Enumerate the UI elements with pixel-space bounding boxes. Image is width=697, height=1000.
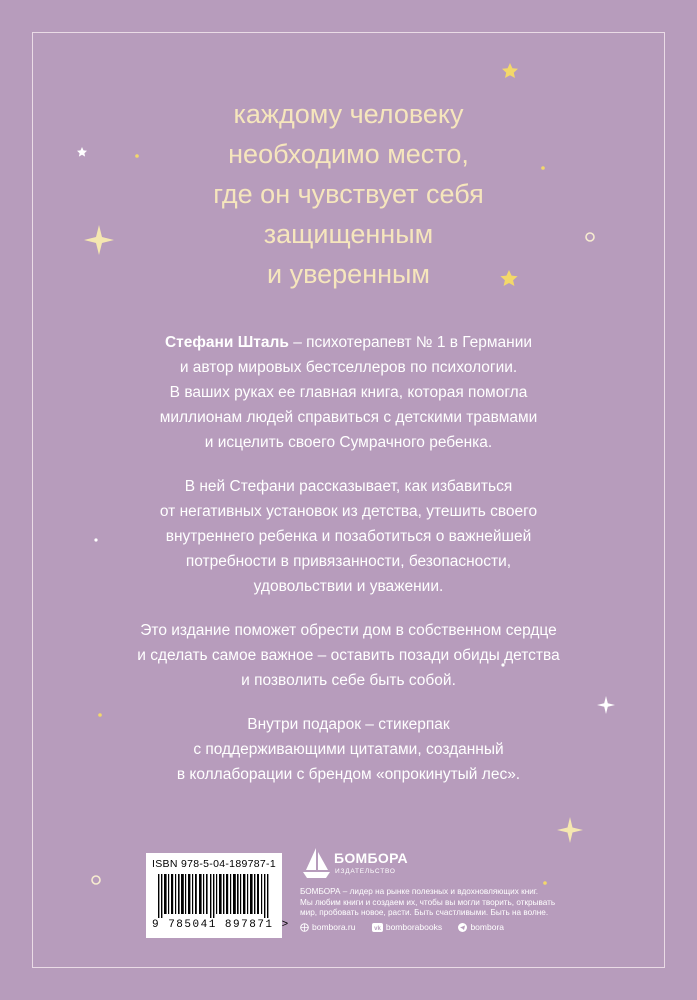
svg-text:vk: vk <box>374 925 381 932</box>
paragraph-line: удовольствии и уважении. <box>253 578 444 595</box>
gift-paragraph <box>0 712 697 787</box>
paragraph-line: и позволить себе быть собой. <box>241 672 456 689</box>
paragraph-line: с поддерживающими цитатами, созданный <box>193 741 504 758</box>
social-telegram <box>458 922 504 932</box>
publisher-name: БОМБОРА <box>334 850 408 866</box>
dot-icon <box>543 881 547 885</box>
tagline-line: защищенным <box>263 219 434 249</box>
star-icon <box>502 63 518 78</box>
paragraph-line: и автор мировых бестселлеров по психологии. <box>179 359 518 376</box>
bombora-ship-icon <box>300 846 332 880</box>
vk-icon <box>372 923 383 932</box>
social-label: bomborabooks <box>385 922 443 932</box>
publisher-socials <box>300 922 518 934</box>
tagline-line: где он чувствует себя <box>213 179 484 209</box>
tagline-line: и уверенным <box>267 259 430 289</box>
barcode-bars <box>152 874 276 918</box>
globe-icon <box>300 923 309 932</box>
publisher-subtitle: ИЗДАТЕЛЬСТВО <box>335 868 396 875</box>
telegram-icon <box>458 923 467 932</box>
tagline-line: каждому человеку <box>233 99 464 129</box>
paragraph-line: миллионам людей справиться с детскими травмами <box>159 409 538 426</box>
tagline <box>0 94 697 294</box>
social-label: bombora <box>470 922 505 932</box>
publisher-description <box>300 887 600 919</box>
author-paragraph <box>0 330 697 455</box>
isbn-label: ISBN 978-5-04-189787-1 <box>152 858 276 870</box>
paragraph-line: в коллаборации с брендом «опрокинутый лес». <box>176 766 521 783</box>
benefit-paragraph <box>0 618 697 693</box>
author-description: – психотерапевт № 1 в Германии <box>288 334 533 351</box>
social-label: bombora.ru <box>312 922 356 932</box>
content-paragraph <box>0 474 697 599</box>
paragraph-line: и сделать самое важное – оставить позади обиды детства <box>137 647 560 664</box>
barcode-number: 9 785041 897871 > <box>152 919 290 931</box>
publisher-logo <box>300 846 420 886</box>
paragraph-line <box>0 330 697 355</box>
tagline-line: необходимо место, <box>228 139 469 169</box>
social-website <box>300 922 355 932</box>
paragraph-line: от негативных установок из детства, утешить своего <box>159 503 538 520</box>
ring-icon <box>92 876 100 884</box>
social-vk <box>372 922 442 932</box>
paragraph-line: Это издание поможет обрести дом в собственном сердце <box>140 622 557 639</box>
paragraph-line: Внутри подарок – стикерпак <box>247 716 450 733</box>
description-line: мир, пробовать новое, расти. Быть счастливыми. Быть на волне. <box>300 908 549 917</box>
isbn-barcode <box>146 853 290 938</box>
author-name: Стефани Шталь <box>164 334 289 351</box>
sparkle-icon <box>557 817 583 843</box>
paragraph-line: В ней Стефани рассказывает, как избавиться <box>184 478 513 495</box>
paragraph-line: и исцелить своего Сумрачного ребенка. <box>204 434 493 451</box>
description-line: БОМБОРА – лидер на рынке полезных и вдохновляющих книг. <box>300 887 539 896</box>
paragraph-line: потребности в привязанности, безопасности, <box>185 553 512 570</box>
paragraph-line: внутреннего ребенка и позаботиться о важнейшей <box>165 528 532 545</box>
description-line: Мы любим книги и создаем их, чтобы вы могли творить, открывать <box>300 897 556 907</box>
paragraph-line: В ваших руках ее главная книга, которая помогла <box>169 384 528 401</box>
